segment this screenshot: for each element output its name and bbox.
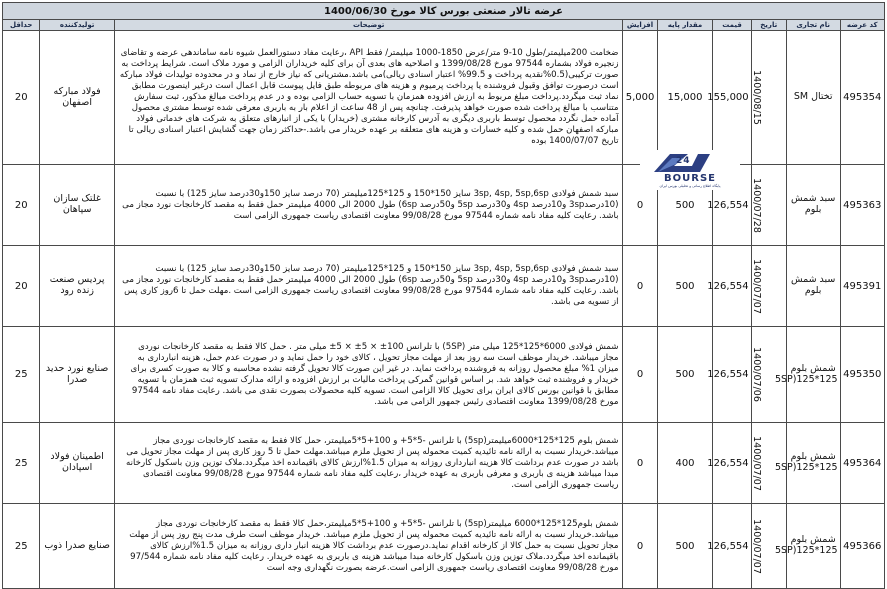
increase: 0 xyxy=(623,504,657,589)
offerings-table xyxy=(2,2,885,589)
table-row xyxy=(3,31,885,165)
header-increase: افزایش xyxy=(623,20,657,31)
offer-code: 495364 xyxy=(840,423,884,504)
description: سبد شمش فولادی 3sp, 4sp, 5sp,6sp سایز 150*150 و 125*125میلیمتر (70 درصد سایز 150و30درصد سایز 125) با نسبت (10درصد3sp و10درصد 4sp و30درصد 5sp و50درصد 6sp) طول 2000 الی 4000 میلیمتر حمل فقط به مقصد کارخانجات نورد مجاز می باشد. رعایت کلیه مفاد نامه شماره 97544 مورخ 99/08/28 معاونت اقتصادی ریاست جمهوری الزامی است .مهلت حمل تا 6روز کاری پس از تسویه می باشد. xyxy=(114,246,623,327)
header-description: توضیحات xyxy=(114,20,623,31)
header-date: تاریخ xyxy=(751,20,786,31)
increase: 0 xyxy=(623,327,657,423)
offer-date: 1400/07/07 xyxy=(751,504,786,589)
product-name: تختال SM xyxy=(786,31,840,165)
base-quantity: 400 xyxy=(657,423,713,504)
price: 155,000 xyxy=(713,31,751,165)
bourse24-logo xyxy=(640,150,740,190)
base-quantity: 500 xyxy=(657,246,713,327)
offer-date: 1400/07/06 xyxy=(751,327,786,423)
increase: 5,000 xyxy=(623,31,657,165)
table-row xyxy=(3,246,885,327)
product-name: شمش بلوم 125*125(5SP xyxy=(786,327,840,423)
minimum: 20 xyxy=(3,31,40,165)
product-name: سبد شمش بلوم xyxy=(786,165,840,246)
minimum: 20 xyxy=(3,165,40,246)
offer-code: 495363 xyxy=(840,165,884,246)
price: 126,554 xyxy=(713,165,751,246)
description: شمش بلوم125*125*6000 میلیمتر(5sp) با تلرانس -5*5+ و 100+5*5میلیمتر،حمل کالا فقط به مقصد کارخانجات نوردی مجاز میباشد.خریدار نسبت به ارائه نامه تائیدیه کمیت محموله پس از تحویل ملزم میباشد. خریدار موظف است طرف مدت پنج روز پس از مهلت مجاز تحویل نسبت به حمل کالا از کارخانه اقدام نماید.درصورت عدم برداشت کالا هزینه انبار داری روزانه به میزان 1.5%ارزش کالای باقیمانده اخذ میگردد.ملاک توزین وزن باسکول کارخانه مبدا میباشد هزینه ی باربری به عهده خریدار. رعایت کلیه مفاد نامه شماره 97/544 مورخ 99/08/28 معاونت اقتصادی ریاست جمهوری الزامی است.عرضه بصورت نگهداری وجه است xyxy=(114,504,623,589)
offer-date: 1400/07/28 xyxy=(751,165,786,246)
offer-date: 1400/07/07 xyxy=(751,423,786,504)
producer: غلتک سازان سپاهان xyxy=(40,165,114,246)
product-name: شمش بلوم 125*125(5SP xyxy=(786,504,840,589)
description: شمش فولادی 6000*125*125 میلی متر (5SP) با تلرانس 100± × 5± × 5± میلی متر . حمل کالا فقط به مقصد کارخانجات نوردی مجاز میباشد. خریدار موظف است سه روز بعد از مهلت مجاز تحویل ، کالای خود را حمل نماید و در صورت عدم حمل، هزینه انبارداری به میزان 1% مبلغ محصول روزانه به فروشنده پرداخت نماید. در غیر این صورت کالا تحویل گرفته نشده محاسبه و کالا به صورت کسری برای خریدار و فروشنده ثبت خواهد شد. بر اساس قوانین گمرکی پرداخت مالیات بر ارزش افزوده و ارائه مدارک تسویه ثبت همزمان با تسویه مطابق با قوانین بورس کالای ایران برای تحویل کالا الزامی است. تسویه کلیه محصولات بصورت نقدی می باشد. رعایت مفاد نامه 97544 مورخ 1399/08/28 معاونت اقتصادی رئیس جمهور الزامی می باشد. xyxy=(114,327,623,423)
description: شمش بلوم 125*125*6000میلیمتر(5sp) با تلرانس -5*5+ و 100+5*5میلیمتر، حمل کالا فقط به مقصد کارخانجات نوردی مجاز میباشد.خریدار نسبت به ارائه نامه تائیدیه کمیت محموله پس از تحویل ملزم میباشد.مهلت حمل تا 5 روز کاری پس از مهلت مجاز تحویل می باشد در صورت عدم برداشت کالا هزینه انبارداری روزانه به میزان 1.5%ارزش کالای باقیمانده اخذ میگردد.ملاک توزین وزن باسکول کارخانه مبدا میباشد هزینه ی باربری و معرفی باربری به عهده خریدار ،رعایت کلیه مفاد نامه شماره 97544 مورخ 99/08/28 معاونت اقتصادی ریاست جمهوری الزامی است. xyxy=(114,423,623,504)
minimum: 25 xyxy=(3,423,40,504)
header-product: نام تجاری xyxy=(786,20,840,31)
table-title: عرضه تالار صنعتی بورس کالا مورخ 1400/06/30 xyxy=(3,3,885,20)
header-minimum: حداقل xyxy=(3,20,40,31)
base-quantity: 500 xyxy=(657,504,713,589)
base-quantity: 500 xyxy=(657,327,713,423)
offer-code: 495350 xyxy=(840,327,884,423)
header-code: کد عرضه xyxy=(840,20,884,31)
producer: صنایع نورد حدید صدرا xyxy=(40,327,114,423)
increase: 0 xyxy=(623,165,657,246)
increase: 0 xyxy=(623,246,657,327)
table-row xyxy=(3,423,885,504)
logo-number: 24 xyxy=(676,156,691,166)
base-quantity: 500 xyxy=(657,165,713,246)
header-producer: تولیدکننده xyxy=(40,20,114,31)
minimum: 25 xyxy=(3,327,40,423)
offer-code: 495391 xyxy=(840,246,884,327)
offer-code: 495366 xyxy=(840,504,884,589)
producer: صنایع صدرا ذوب xyxy=(40,504,114,589)
minimum: 20 xyxy=(3,246,40,327)
table-row xyxy=(3,327,885,423)
description: ضخامت 200میلیمتر/طول 10-9 متر/عرض 1850-1000 میلیمتر/ فقط API ،رعایت مفاد دستورالعمل شیوه نامه ساماندهی عرضه و تقاضای زنجیره فولاد بشماره 97544 مورخ 1399/08/28 و اصلاحیه های بعدی آن برای کلیه خریداران الزامی و مورد ملاک است. شرایط پرداخت به صورت ترکیبی(0.5%نقدیه پرداخت و 99.5% اعتبار اسنادی ریالی)می باشد.مشتریانی که نیاز خارج از نماد و در محدوده تولیدات فولاد مبارکه است درصورت توافق وقبول فروشنده یا پرداخت پرمیوم و هزینه های مربوطه طبق فایل پیوست قابل اعمال است درغیر اینصورت مطابق نماد ثبت میگردد.پرداخت مبلغ مربوط به ارزش افزوده همزمان با تسویه حساب الزامی بوده و در عدم پرداخت مبالغ مذکور، ثبت سفارش متناسب با مبالغ پرداخت شده صورت خواهد پذیرفت. چنانچه پس از 48 ساعت از اعلام بار به باربری معرفی شده توسط مشتری محصول آماده حمل نگردد محصول توسط باربری دیگری به آدرس کارخانه مشتری (خریدار) با یکی از انبارهای متعلق به شرکت های خدماتی فولاد مبارکه اصفهان حمل شده و کلیه خسارات و هزینه های متعلقه بر عهده خریدار می باشد.-حداکثر زمان جهت گشایش اعتبار اسنادی ریالی تا تاریخ 1400/07/07 بوده xyxy=(114,31,623,165)
description: سبد شمش فولادی 3sp, 4sp, 5sp,6sp سایز 150*150 و 125*125میلیمتر (70 درصد سایز 150و30درصد سایز 125) با نسبت (10درصد3sp و10درصد 4sp و30درصد 5sp و50درصد 6sp) طول 2000 الی 4000 میلیمتر حمل فقط به مقصد کارخانجات نورد مجاز می باشد. رعایت کلیه مفاد نامه شماره 97544 مورخ 99/08/28 معاونت اقتصادی ریاست جمهوری الزامی است xyxy=(114,165,623,246)
minimum: 25 xyxy=(3,504,40,589)
logo-brand: BOURSE xyxy=(664,173,716,184)
producer: پردیس صنعت زنده رود xyxy=(40,246,114,327)
price: 126,554 xyxy=(713,246,751,327)
offer-date: 1400/07/07 xyxy=(751,246,786,327)
base-quantity: 15,000 xyxy=(657,31,713,165)
header-price: قیمت xyxy=(713,20,751,31)
offer-code: 495354 xyxy=(840,31,884,165)
table-row xyxy=(3,165,885,246)
offer-date: 1400/08/15 xyxy=(751,31,786,165)
header-base-qty: مقدار پایه xyxy=(657,20,713,31)
price: 126,554 xyxy=(713,327,751,423)
logo-tagline: پایگاه اطلاع رسانی و تحلیلی بورس ایران xyxy=(659,184,721,188)
price: 126,554 xyxy=(713,504,751,589)
producer: اطمینان فولاد اسپادان xyxy=(40,423,114,504)
price: 126,554 xyxy=(713,423,751,504)
product-name: شمش بلوم 125*125(5SP xyxy=(786,423,840,504)
increase: 0 xyxy=(623,423,657,504)
product-name: سبد شمش بلوم xyxy=(786,246,840,327)
producer: فولاد مبارکه اصفهان xyxy=(40,31,114,165)
